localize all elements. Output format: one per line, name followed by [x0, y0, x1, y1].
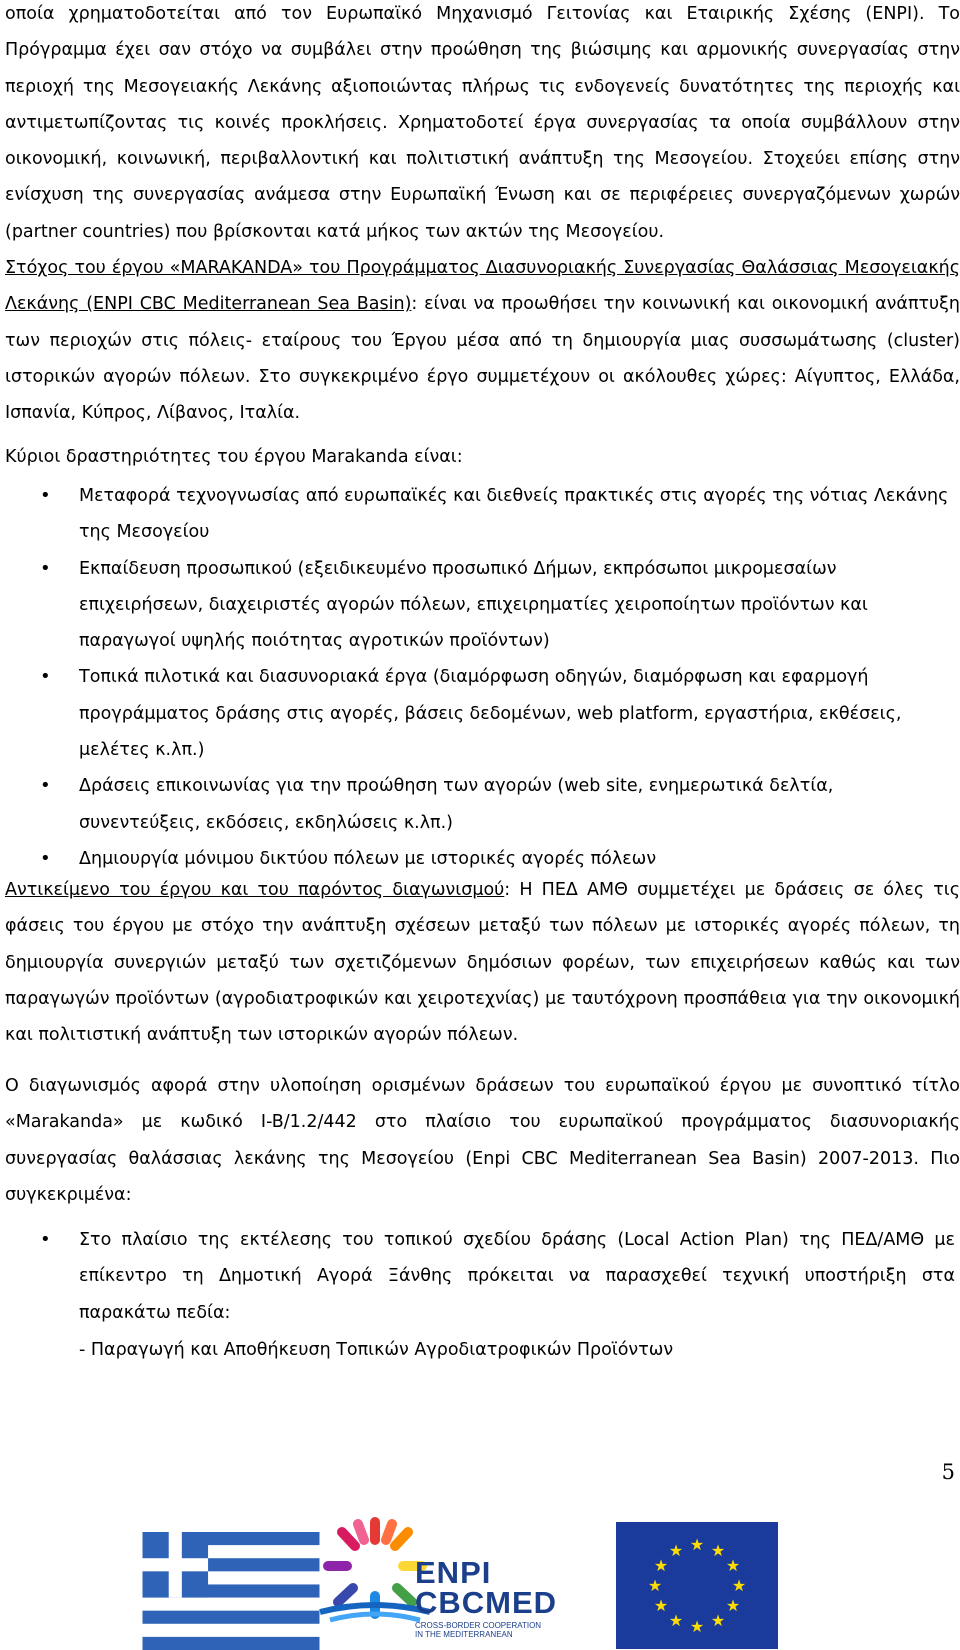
scope-subitem: - Παραγωγή και Αποθήκευση Τοπικών Αγροδιατροφικών Προϊόντων: [79, 1340, 674, 1360]
paragraph-project-object: [5, 872, 960, 1053]
svg-text:★: ★: [647, 1576, 663, 1595]
svg-text:★: ★: [710, 1611, 726, 1630]
paragraph-marakanda-goal: [5, 250, 960, 431]
list-item: • Στο πλαίσιο της εκτέλεσης του τοπικού σχεδίου δράσης (Local Action Plan) της ΠΕΔ/ΑΜΘ με επίκεντρο τη Δημοτική Αγορά Ξάνθης πρόκειται να παρασχεθεί τεχνική υποστήριξη στα παρακάτω πεδία:: [0, 1222, 955, 1331]
eu-flag-logo: [616, 1522, 778, 1649]
svg-text:★: ★: [668, 1611, 684, 1630]
list-item: • Δημιουργία μόνιμου δικτύου πόλεων με ιστορικές αγορές πόλεων: [0, 841, 955, 877]
paragraph-activities-intro: Κύριοι δραστηριότητες του έργου Marakanda είναι:: [5, 447, 463, 467]
object-text: : Η ΠΕΔ ΑΜΘ συμμετέχει με δράσεις σε όλες τις φάσεις του έργου με στόχο την ανάπτυξη σχέσεων μεταξύ των πόλεων με ιστορικές αγορές πόλεων, τη δημιουργία συνεργιών μεταξύ των σχετιζόμενων δημόσιων φορέων, των επιχειρήσεων καθώς και των παραγωγών προϊόντων (αγροδιατροφικών και χειροτεχνίας) με ταυτόχρονη προσπάθεια για την οικονομική και πολιτιστική ανάπτυξη των ιστορικών αγορών πόλεων.: [5, 880, 960, 1046]
svg-text:★: ★: [731, 1576, 747, 1595]
object-heading: Αντικείμενο του έργου και του παρόντος διαγωνισμού: [5, 880, 505, 900]
tagline-line-2: IN THE MEDITERRANEAN: [415, 1630, 513, 1639]
footer-logos: [0, 1510, 960, 1650]
svg-text:★: ★: [668, 1541, 684, 1560]
paragraph-tender-scope: Ο διαγωνισμός αφορά στην υλοποίηση ορισμένων δράσεων του ευρωπαϊκού έργου με συνοπτικό τίτλο «Marakanda» με κωδικό I-B/1.2/442 στο πλαίσιο του ευρωπαϊκού προγράμματος διασυνοριακής συνεργασίας θαλάσσιας λεκάνης της Μεσογείου (Enpi CBC Mediterranean Sea Basin) 2007-2013. Πιο συγκεκριμένα:: [5, 1076, 960, 1205]
svg-text:★: ★: [689, 1617, 705, 1636]
svg-text:★: ★: [653, 1596, 669, 1615]
tagline-line-1: CROSS-BORDER COOPERATION: [415, 1621, 542, 1630]
cbcmed-word: CBCMED: [415, 1585, 558, 1620]
list-item: • Εκπαίδευση προσωπικού (εξειδικευμένο προσωπικό Δήμων, εκπρόσωποι μικρομεσαίων επιχειρήσεων, διαχειριστές αγορών πόλεων, επιχειρηματίες χειροποίητων προϊόντων και παραγωγοί υψηλής ποιότητας αγροτικών προϊόντων): [0, 551, 955, 660]
svg-text:★: ★: [689, 1535, 705, 1554]
greek-flag-logo: [140, 1532, 322, 1650]
list-item: • Δράσεις επικοινωνίας για την προώθηση των αγορών (web site, ενημερωτικά δελτία, συνεντεύξεις, εκδόσεις, εκδηλώσεις κ.λπ.): [0, 768, 955, 841]
svg-text:★: ★: [653, 1556, 669, 1575]
list-item: • Μεταφορά τεχνογνωσίας από ευρωπαϊκές και διεθνείς πρακτικές στις αγορές της νότιας Λεκάνης της Μεσογείου: [0, 478, 955, 551]
page-number: 5: [941, 1460, 955, 1484]
enpi-cbcmed-logo: [415, 1555, 605, 1639]
goal-heading: Στόχος του έργου «MARAKANDA» του Προγράμματος Διασυνοριακής Συνεργασίας Θαλάσσιας Μεσογειακής Λεκάνης (ENPI CBC Mediterranean Sea Basin): [5, 258, 960, 315]
svg-text:★: ★: [725, 1596, 741, 1615]
svg-text:★: ★: [710, 1541, 726, 1560]
activities-list: [0, 478, 960, 877]
scope-list: [0, 1222, 960, 1331]
goal-text: : είναι να προωθήσει την κοινωνική και οικονομική ανάπτυξη των περιοχών στις πόλεις- εταίρους του Έργου μέσα από τη δημιουργία μιας συσσωμάτωσης (cluster) ιστορικών αγορών πόλεων. Στο συγκεκριμένο έργο συμμετέχουν οι ακόλουθες χώρες: Αίγυπτος, Ελλάδα, Ισπανία, Κύπρος, Λίβανος, Ιταλία.: [5, 294, 960, 424]
enpi-word: ENPI: [415, 1555, 492, 1590]
paragraph-programme-description: οποία χρηματοδοτείται από τον Ευρωπαϊκό Μηχανισμό Γειτονίας και Εταιρικής Σχέσης (ENPI). Το Πρόγραμμα έχει σαν στόχο να συμβάλει στην προώθηση της βιώσιμης και αρμονικής συνεργασίας στην περιοχή της Μεσογειακής Λεκάνης αξιοποιώντας πλήρως τις ενδογενείς δυνατότητες της περιοχής και αντιμετωπίζοντας τις κοινές προκλήσεις. Χρηματοδοτεί έργα συνεργασίας τα οποία συμβάλλουν στην οικονομική, κοινωνική, περιβαλλοντική και πολιτιστική ανάπτυξη της Μεσογείου. Στοχεύει επίσης στην ενίσχυση της συνεργασίας ανάμεσα στην Ευρωπαϊκή Ένωση και σε περιφέρειες συνεργαζόμενων χωρών (partner countries) που βρίσκονται κατά μήκος των ακτών της Μεσογείου.: [5, 4, 960, 242]
list-item: • Τοπικά πιλοτικά και διασυνοριακά έργα (διαμόρφωση οδηγών, διαμόρφωση και εφαρμογή προγράμματος δράσης στις αγορές, βάσεις δεδομένων, web platform, εργαστήρια, εκθέσεις, μελέτες κ.λπ.): [0, 659, 955, 768]
svg-text:★: ★: [725, 1556, 741, 1575]
